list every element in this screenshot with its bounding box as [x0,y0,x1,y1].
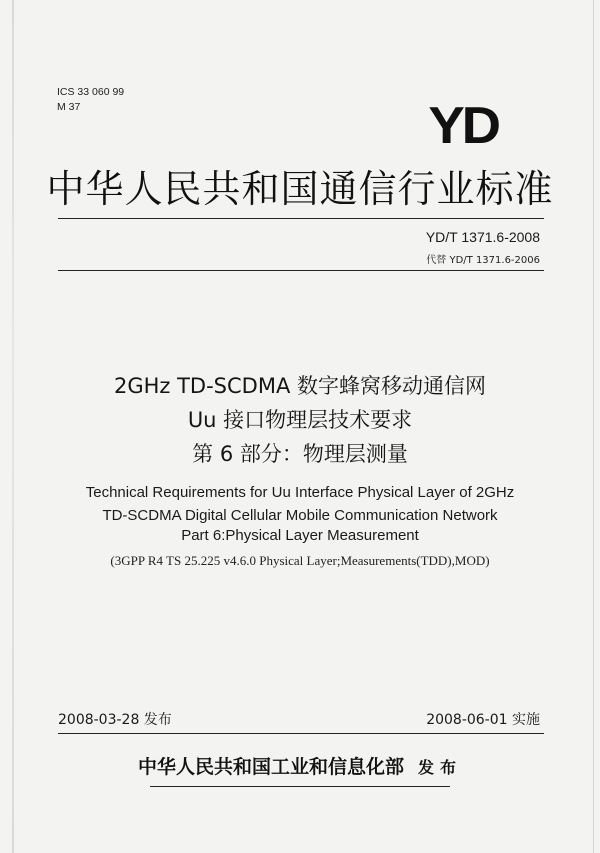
replaces-standard: 代替 YD/T 1371.6-2006 [426,255,540,266]
footer-divider [58,733,544,734]
header-divider [58,218,544,219]
yd-logo: YD [428,97,498,155]
publisher-line [0,752,600,779]
effective-date: 2008-06-01 实施 [426,712,540,728]
ics-code: ICS 33 060 99 [57,86,125,98]
title-zh-line-3: 第 6 部分：物理层测量 [192,442,408,466]
publisher-name: 中华人民共和国工业和信息化部 [137,756,404,778]
category-code: M 37 [57,101,81,113]
subheader-divider [58,270,544,271]
title-en-line-2: TD-SCDMA Digital Cellular Mobile Communication Network [102,507,498,524]
publisher-action: 发布 [418,758,463,777]
industry-standard-title: 中华人民共和国通信行业标准 [46,167,554,211]
title-zh-line-2: Uu 接口物理层技术要求 [187,408,413,432]
title-en-line-1: Technical Requirements for Uu Interface Physical Layer of 2GHz [85,484,515,501]
publish-date: 2008-03-28 发布 [58,712,172,728]
title-en-line-3: Part 6:Physical Layer Measurement [181,527,419,544]
title-zh-line-1: 2GHz TD-SCDMA 数字蜂窝移动通信网 [113,374,487,398]
bottom-divider [150,786,450,787]
standard-number: YD/T 1371.6-2008 [425,229,540,245]
spec-reference: (3GPP R4 TS 25.225 v4.6.0 Physical Layer;Measurements(TDD),MOD) [110,553,490,568]
